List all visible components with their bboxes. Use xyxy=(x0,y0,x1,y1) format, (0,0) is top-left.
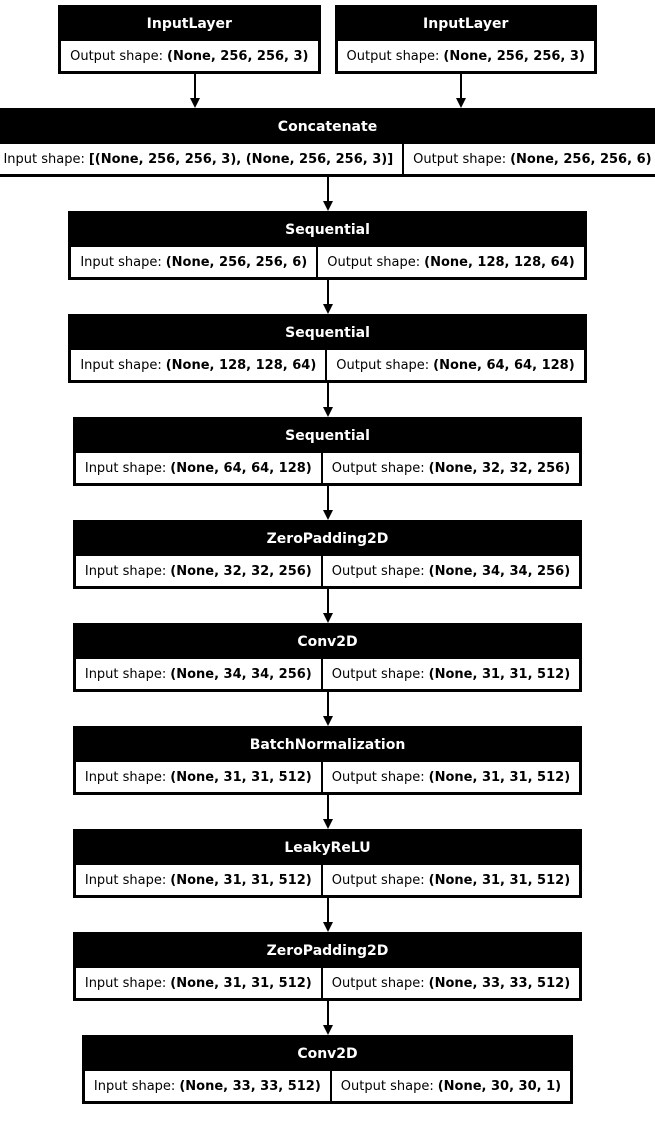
output-shape-label: Output shape: xyxy=(336,358,430,373)
arrowhead-icon xyxy=(456,98,466,108)
input-shape-cell xyxy=(0,143,403,175)
output-shape-label: Output shape: xyxy=(413,152,507,167)
edge-arrow xyxy=(190,74,200,108)
layer-title: Sequential xyxy=(285,222,370,238)
arrowhead-icon xyxy=(323,510,333,520)
input-shape-value: (None, 31, 31, 512) xyxy=(170,770,312,785)
input-shape-cell xyxy=(75,555,322,587)
layer-title: Sequential xyxy=(285,428,370,444)
output-shape-label: Output shape: xyxy=(346,49,440,64)
arrowhead-icon xyxy=(323,819,333,829)
output-shape-cell xyxy=(322,864,580,896)
input-shape-label: Input shape: xyxy=(84,564,167,579)
shape-cells xyxy=(70,349,584,381)
input-shape-value: (None, 31, 31, 512) xyxy=(170,873,312,888)
edge-arrow xyxy=(323,383,333,417)
shape-cells xyxy=(0,143,655,175)
shape-cells xyxy=(75,864,580,896)
edge-arrow xyxy=(323,692,333,726)
layer-node-inputlayer-1 xyxy=(58,5,320,74)
output-shape-cell xyxy=(322,452,580,484)
shape-cells xyxy=(75,967,580,999)
input-shape-label: Input shape: xyxy=(84,873,167,888)
layer-node-sequential-1 xyxy=(68,211,586,280)
layer-node-leakyrelu xyxy=(73,829,582,898)
input-shape-value: [(None, 256, 256, 3), (None, 256, 256, 3)] xyxy=(88,152,394,167)
input-shape-value: (None, 34, 34, 256) xyxy=(170,667,312,682)
input-shape-value: (None, 64, 64, 128) xyxy=(170,461,312,476)
input-shape-cell xyxy=(75,761,322,793)
input-shape-cell xyxy=(70,349,326,381)
output-shape-cell xyxy=(322,658,580,690)
arrowhead-icon xyxy=(323,716,333,726)
output-shape-value: (None, 128, 128, 64) xyxy=(424,255,575,270)
arrowhead-icon xyxy=(323,201,333,211)
output-shape-value: (None, 31, 31, 512) xyxy=(428,770,571,785)
layer-node-batchnormalization xyxy=(73,726,582,795)
layer-node-conv2d-2 xyxy=(82,1035,573,1104)
output-shape-cell xyxy=(322,555,580,587)
edges-inputs-to-concatenate xyxy=(62,74,594,108)
layer-title: Conv2D xyxy=(297,1046,358,1062)
edge-arrow xyxy=(456,74,466,108)
output-shape-cell xyxy=(403,143,655,175)
layer-node-sequential-2 xyxy=(68,314,586,383)
output-shape-value: (None, 256, 256, 3) xyxy=(167,49,309,64)
layer-node-conv2d-1 xyxy=(73,623,582,692)
shape-cells xyxy=(75,658,580,690)
input-shape-cell xyxy=(75,658,322,690)
input-shape-cell xyxy=(75,452,322,484)
input-shape-label: Input shape: xyxy=(84,461,167,476)
layer-title: LeakyReLU xyxy=(284,840,371,856)
input-shape-label: Input shape: xyxy=(93,1079,176,1094)
output-shape-value: (None, 31, 31, 512) xyxy=(428,667,571,682)
output-shape-value: (None, 31, 31, 512) xyxy=(428,873,571,888)
output-shape-cell xyxy=(317,246,584,278)
output-shape-value: (None, 64, 64, 128) xyxy=(433,358,575,373)
layer-title: Concatenate xyxy=(277,119,378,135)
output-shape-label: Output shape: xyxy=(331,976,425,991)
output-shape-label: Output shape: xyxy=(331,564,425,579)
shape-cells xyxy=(75,761,580,793)
input-shape-value: (None, 32, 32, 256) xyxy=(170,564,312,579)
edge-arrow xyxy=(323,898,333,932)
layer-title: ZeroPadding2D xyxy=(266,943,389,959)
output-shape-label: Output shape: xyxy=(70,49,164,64)
layer-node-sequential-3 xyxy=(73,417,582,486)
layer-title: Sequential xyxy=(285,325,370,341)
layer-node-inputlayer-2 xyxy=(335,5,597,74)
input-shape-value: (None, 128, 128, 64) xyxy=(165,358,317,373)
layer-node-zeropadding2d-1 xyxy=(73,520,582,589)
layer-title: InputLayer xyxy=(423,16,509,32)
shape-cells xyxy=(337,40,595,72)
input-shape-label: Input shape: xyxy=(84,976,167,991)
input-shape-cell xyxy=(84,1070,331,1102)
layer-title: ZeroPadding2D xyxy=(266,531,389,547)
output-shape-cell xyxy=(60,40,318,72)
edge-arrow xyxy=(323,795,333,829)
output-shape-cell xyxy=(337,40,595,72)
output-shape-cell xyxy=(322,761,580,793)
layer-node-zeropadding2d-2 xyxy=(73,932,582,1001)
arrowhead-icon xyxy=(190,98,200,108)
input-shape-label: Input shape: xyxy=(84,667,167,682)
input-layers-row xyxy=(58,5,597,74)
input-shape-cell xyxy=(75,967,322,999)
arrowhead-icon xyxy=(323,304,333,314)
shape-cells xyxy=(75,555,580,587)
output-shape-value: (None, 256, 256, 3) xyxy=(443,49,585,64)
arrowhead-icon xyxy=(323,922,333,932)
edge-arrow xyxy=(323,589,333,623)
arrowhead-icon xyxy=(323,1025,333,1035)
input-shape-value: (None, 256, 256, 6) xyxy=(165,255,308,270)
output-shape-label: Output shape: xyxy=(327,255,421,270)
layer-title: InputLayer xyxy=(146,16,232,32)
layer-title: Conv2D xyxy=(297,634,358,650)
edge-arrow xyxy=(323,486,333,520)
output-shape-cell xyxy=(322,967,580,999)
output-shape-value: (None, 256, 256, 6) xyxy=(510,152,652,167)
output-shape-cell xyxy=(331,1070,571,1102)
output-shape-value: (None, 30, 30, 1) xyxy=(437,1079,562,1094)
output-shape-cell xyxy=(326,349,584,381)
edge-arrow xyxy=(323,177,333,211)
output-shape-value: (None, 33, 33, 512) xyxy=(428,976,571,991)
shape-cells xyxy=(60,40,318,72)
input-shape-label: Input shape: xyxy=(80,255,162,270)
layer-node-concatenate xyxy=(0,108,655,177)
input-shape-value: (None, 33, 33, 512) xyxy=(179,1079,321,1094)
shape-cells xyxy=(70,246,584,278)
layer-title: BatchNormalization xyxy=(249,737,406,753)
input-shape-cell xyxy=(70,246,317,278)
output-shape-label: Output shape: xyxy=(331,873,425,888)
input-shape-cell xyxy=(75,864,322,896)
input-shape-label: Input shape: xyxy=(3,152,85,167)
input-shape-label: Input shape: xyxy=(84,770,167,785)
edge-arrow xyxy=(323,280,333,314)
arrowhead-icon xyxy=(323,407,333,417)
input-shape-value: (None, 31, 31, 512) xyxy=(170,976,312,991)
shape-cells xyxy=(84,1070,571,1102)
output-shape-label: Output shape: xyxy=(331,461,425,476)
edge-arrow xyxy=(323,1001,333,1035)
output-shape-label: Output shape: xyxy=(340,1079,434,1094)
output-shape-value: (None, 32, 32, 256) xyxy=(428,461,571,476)
output-shape-label: Output shape: xyxy=(331,667,425,682)
shape-cells xyxy=(75,452,580,484)
output-shape-label: Output shape: xyxy=(331,770,425,785)
arrowhead-icon xyxy=(323,613,333,623)
output-shape-value: (None, 34, 34, 256) xyxy=(428,564,571,579)
input-shape-label: Input shape: xyxy=(80,358,162,373)
